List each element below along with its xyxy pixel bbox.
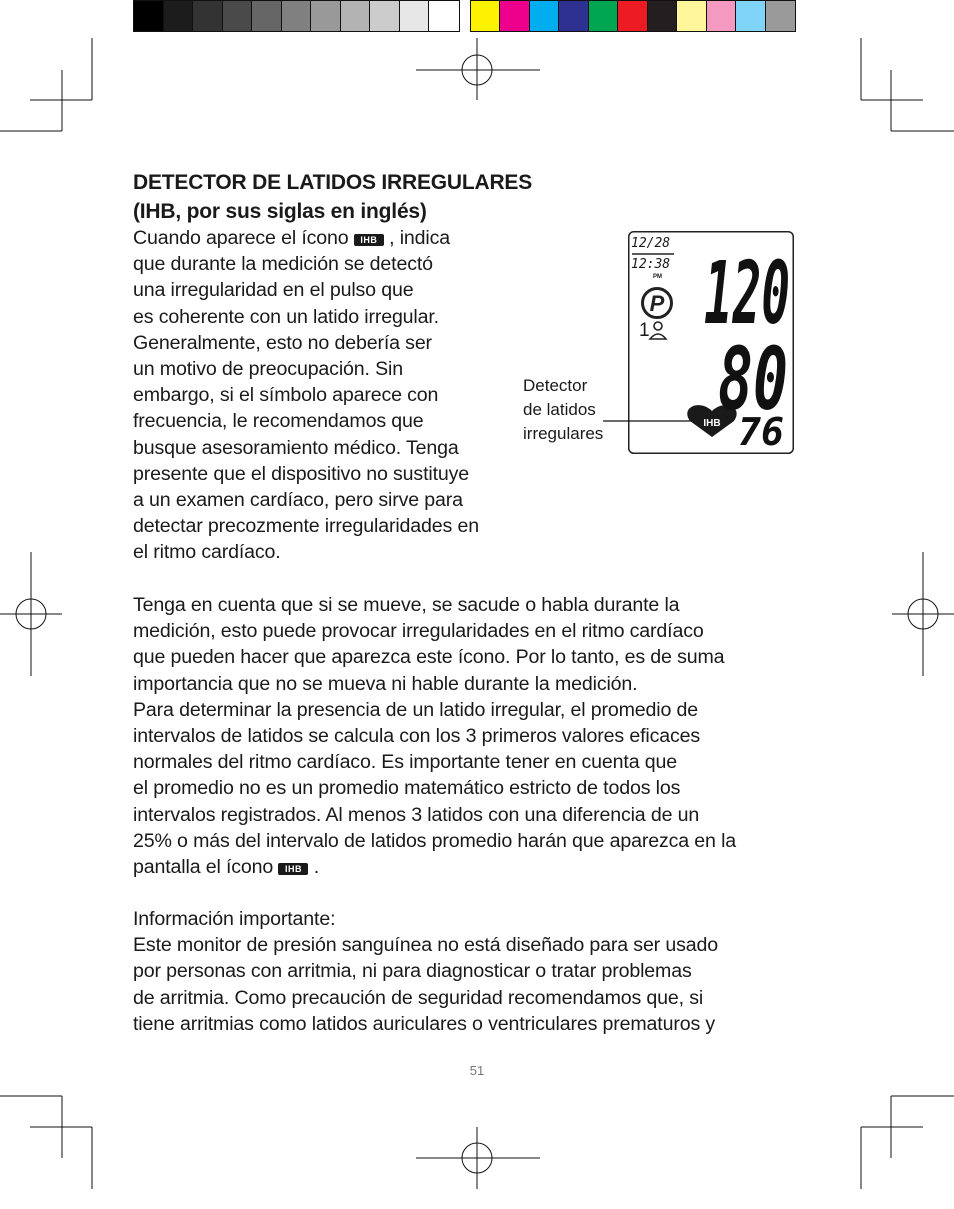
ihb-icon: IHB xyxy=(354,234,384,246)
text-line: un motivo de preocupación. Sin xyxy=(133,358,403,381)
page-number: 51 xyxy=(469,1063,485,1078)
text-line: importancia que no se mueva ni hable durante la medición. xyxy=(133,672,638,695)
paragraph-ihb-details xyxy=(133,592,736,880)
diastolic-value: 80 xyxy=(718,330,788,430)
figure-label-line: irregulares xyxy=(523,424,604,443)
text-line: Este monitor de presión sanguínea no está diseñado para ser usado xyxy=(133,934,718,957)
text-line: es coherente con un latido irregular. xyxy=(133,305,439,328)
text-line: 25% o más del intervalo de latidos promedio harán que aparezca en la xyxy=(133,829,737,852)
text-line: de arritmia. Como precaución de seguridad recomendamos que, si xyxy=(133,986,704,1009)
text-line xyxy=(133,854,736,880)
text-line: tiene arritmias como latidos auriculares o ventriculares prematuros y xyxy=(133,1012,716,1035)
text-line: normales del ritmo cardíaco. Es importante tener en cuenta que xyxy=(133,751,677,774)
text-span: , indica xyxy=(389,227,450,249)
text-line: detectar precozmente irregularidades en xyxy=(133,515,479,538)
text-line: Tenga en cuenta que si se mueve, se sacude o habla durante la xyxy=(133,594,680,616)
text-line: Información importante: xyxy=(133,908,336,930)
text-line: embargo, si el símbolo aparece con xyxy=(133,384,439,407)
text-line: el promedio no es un promedio matemático estricto de todos los xyxy=(133,777,681,800)
text-line: frecuencia, le recomendamos que xyxy=(133,410,424,433)
text-line: Generalmente, esto no debería ser xyxy=(133,331,432,354)
ihb-badge-text: IHB xyxy=(703,418,721,429)
figure-label-line: Detector xyxy=(523,376,588,395)
figure-label-line: de latidos xyxy=(523,400,596,419)
text-line: el ritmo cardíaco. xyxy=(133,541,281,564)
text-line: medición, esto puede provocar irregularidades en el ritmo cardíaco xyxy=(133,620,704,643)
lcd-date: 12/28 xyxy=(631,236,671,251)
text-line: Para determinar la presencia de un latido irregular, el promedio de xyxy=(133,698,699,721)
power-icon-letter: P xyxy=(649,291,665,316)
text-line: que pueden hacer que aparezca este ícono. Por lo tanto, es de suma xyxy=(133,646,725,669)
lcd-time: 12:38 xyxy=(631,257,671,272)
text-line: una irregularidad en el pulso que xyxy=(133,279,414,302)
ihb-icon: IHB xyxy=(278,863,308,875)
paragraph-important-info xyxy=(133,906,718,1037)
text-line: intervalos registrados. Al menos 3 latidos con una diferencia de un xyxy=(133,803,700,826)
text-line: presente que el dispositivo no sustituye xyxy=(133,462,470,485)
heading-line-2: (IHB, por sus siglas en inglés) xyxy=(133,200,427,223)
text-line: intervalos de latidos se calcula con los 3 primeros valores eficaces xyxy=(133,725,701,748)
text-span: Cuando aparece el ícono xyxy=(133,227,349,249)
text-span: pantalla el ícono xyxy=(133,856,274,879)
text-span: . xyxy=(313,856,320,879)
pulse-value: 76 xyxy=(738,410,784,454)
lcd-pm-indicator: PM xyxy=(653,274,662,280)
text-line: que durante la medición se detectó xyxy=(133,253,433,276)
lcd-user-number: 1 xyxy=(639,320,650,341)
heading-line-1: DETECTOR DE LATIDOS IRREGULARES xyxy=(133,171,533,194)
systolic-value: 120 xyxy=(704,244,790,344)
text-line: por personas con arritmia, ni para diagnosticar o tratar problemas xyxy=(133,960,692,983)
text-line: a un examen cardíaco, pero sirve para xyxy=(133,489,463,512)
text-line: busque asesoramiento médico. Tenga xyxy=(133,436,459,459)
